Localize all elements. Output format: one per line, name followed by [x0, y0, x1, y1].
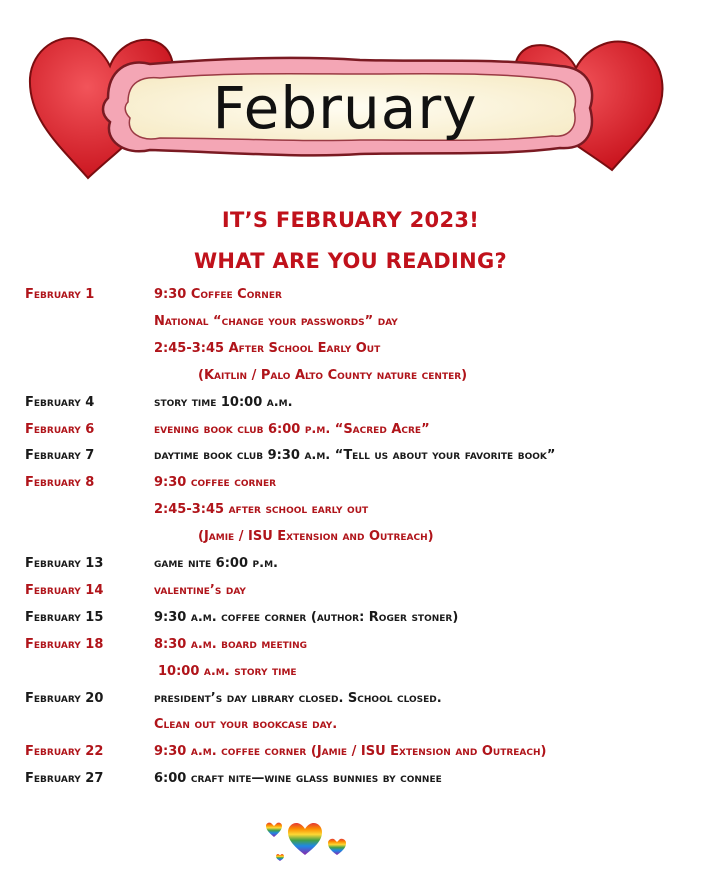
event-description: National “change your passwords” day — [154, 313, 398, 329]
event-description: 9:30 a.m. coffee corner (Jamie / ISU Extension and Outreach) — [154, 744, 547, 760]
february-banner — [0, 0, 701, 200]
event-description: game nite 6:00 p.m. — [154, 556, 278, 571]
headline-line-1: IT’S FEBRUARY 2023! — [221, 208, 480, 232]
event-description: 9:30 Coffee Corner — [154, 287, 282, 302]
event-date: February 14 — [25, 582, 104, 598]
event-description: Clean out your bookcase day. — [154, 717, 338, 733]
schedule-row — [0, 337, 701, 361]
tiny-rainbow-heart-icon — [276, 854, 284, 861]
event-date: February 13 — [25, 556, 104, 571]
event-description: president’s day library closed. School closed. — [154, 690, 442, 706]
schedule-row — [0, 660, 701, 684]
schedule-row — [0, 283, 701, 307]
schedule-row — [0, 579, 701, 603]
schedule-row — [0, 606, 701, 630]
event-description: 9:30 a.m. coffee corner (author: Roger stoner) — [154, 609, 459, 625]
event-description: 2:45-3:45 after school early out — [154, 502, 369, 518]
event-date: February 8 — [25, 475, 95, 491]
small-rainbow-heart-icon — [266, 823, 282, 837]
schedule-row — [0, 418, 701, 442]
schedule-row — [0, 471, 701, 495]
schedule-row — [0, 498, 701, 522]
event-date: February 6 — [25, 421, 95, 437]
schedule-row — [0, 525, 701, 549]
event-description: 2:45-3:45 After School Early Out — [154, 340, 381, 356]
schedule-row — [0, 687, 701, 711]
schedule-row — [0, 713, 701, 737]
event-description: 8:30 a.m. board meeting — [154, 636, 308, 652]
event-date: February 22 — [25, 744, 104, 760]
schedule-row — [0, 391, 701, 415]
schedule-row — [0, 444, 701, 468]
medium-rainbow-heart-icon — [328, 839, 346, 855]
event-date: February 20 — [25, 690, 104, 706]
event-description: evening book club 6:00 p.m. “Sacred Acre” — [154, 421, 430, 437]
event-description: (Kaitlin / Palo Alto County nature center) — [198, 367, 468, 383]
schedule-row — [0, 310, 701, 334]
schedule-row — [0, 740, 701, 764]
banner-title: February — [212, 74, 478, 142]
event-description: 9:30 coffee corner — [154, 475, 277, 491]
large-rainbow-heart-icon — [288, 823, 322, 855]
schedule-row — [0, 767, 701, 791]
event-date: February 27 — [25, 771, 104, 787]
event-date: February 1 — [25, 287, 95, 302]
schedule-row — [0, 552, 701, 576]
event-date: February 15 — [25, 609, 104, 625]
event-description: 10:00 a.m. story time — [158, 663, 297, 679]
schedule-row — [0, 633, 701, 657]
event-description: valentine’s day — [154, 582, 246, 598]
event-description: (Jamie / ISU Extension and Outreach) — [198, 529, 434, 545]
event-date: February 4 — [25, 394, 95, 410]
event-date: February 18 — [25, 636, 104, 652]
event-description: daytime book club 9:30 a.m. “Tell us about your favorite book” — [154, 448, 556, 464]
event-description: 6:00 craft nite—wine glass bunnies by connee — [154, 771, 442, 787]
schedule-row — [0, 364, 701, 388]
event-description: story time 10:00 a.m. — [154, 394, 293, 410]
headline-line-2: WHAT ARE YOU READING? — [193, 249, 508, 273]
rainbow-hearts-decoration — [262, 815, 362, 865]
event-date: February 7 — [25, 448, 95, 464]
